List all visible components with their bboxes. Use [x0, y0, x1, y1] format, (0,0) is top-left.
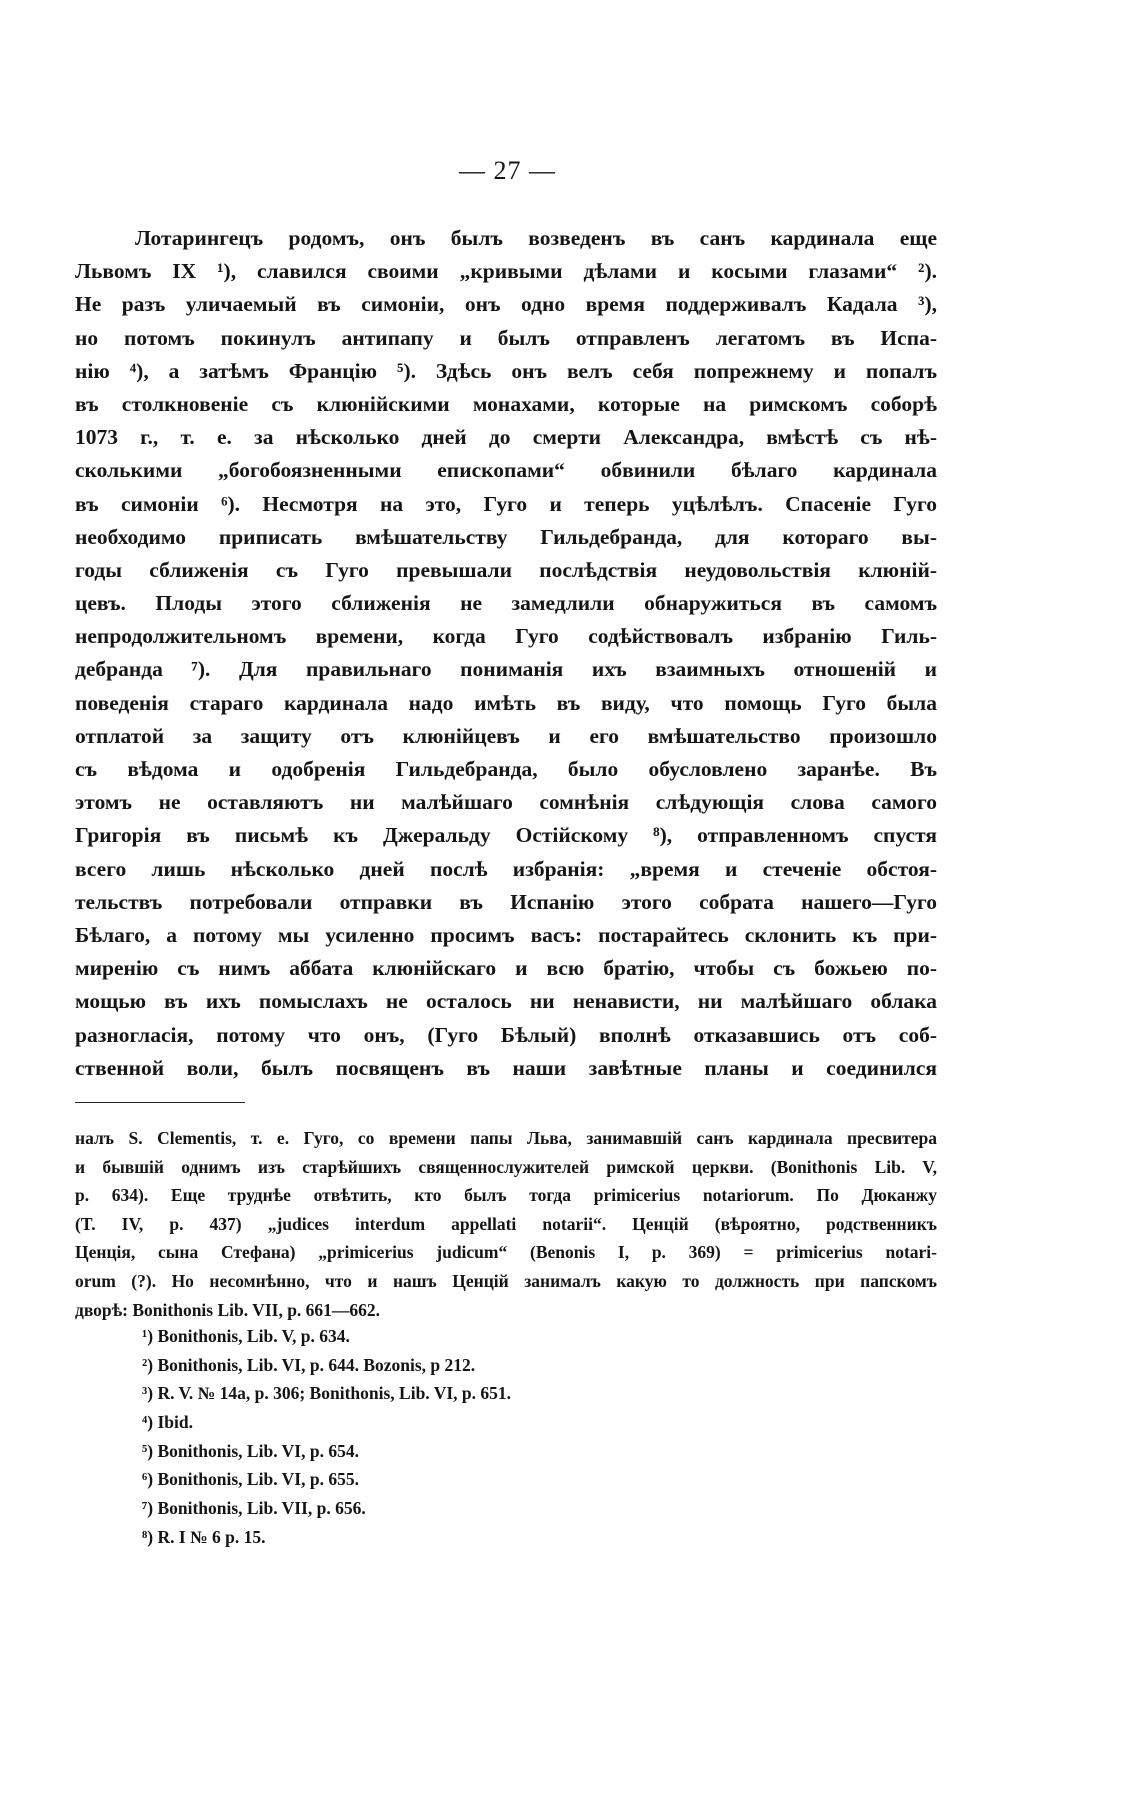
text-line: въ столкновеніе съ клюнійскими монахами, которые на римскомъ соборѣ [75, 391, 937, 416]
footnote-line: дворѣ: Bonithonis Lib. VII, p. 661—662. [75, 1299, 381, 1320]
page-number: — 27 — [459, 156, 556, 185]
text-line: въ симоніи ⁶). Несмотря на это, Гуго и теперь уцѣлѣлъ. Спасеніе Гуго [75, 491, 937, 516]
footnote-line: налъ S. Clementis, т. е. Гуго, со времени папы Льва, занимавшій санъ кардинала пресвитера [75, 1128, 937, 1148]
text-line: отплатой за защиту отъ клюнійцевъ и его вмѣшательство произошло [75, 723, 937, 748]
text-line: но потомъ покинулъ антипапу и былъ отправленъ легатомъ въ Испа- [75, 325, 937, 350]
text-line: непродолжительномъ времени, когда Гуго содѣйствовалъ избранію Гиль- [75, 624, 937, 649]
text-line: Бѣлаго, а потому мы усиленно просимъ васъ: постарайтесь склонить къ при- [75, 922, 937, 947]
footnote-item: ²) Bonithonis, Lib. VI, p. 644. Bozonis, p 212. [142, 1354, 476, 1375]
footnote-continuation [75, 1124, 937, 1324]
footnote-item: ⁸) R. I № 6 p. 15. [142, 1526, 266, 1547]
text-line: поведенія стараго кардинала надо имѣть въ виду, что помощь Гуго была [75, 690, 937, 715]
text-line: съ вѣдома и одобренія Гильдебранда, было обусловлено заранѣе. Въ [75, 757, 937, 781]
footnote-item: ⁴) Ibid. [142, 1412, 193, 1433]
text-line: тельствъ потребовали отправки въ Испанію этого собрата нашего—Гуго [75, 889, 937, 914]
text-line: этомъ не оставляютъ ни малѣйшаго сомнѣнія слѣдующія слова самого [75, 790, 937, 815]
footnote-line: Ценція, сына Стефана) „primicerius judicum“ (Benonis I, p. 369) = primicerius notari- [75, 1242, 937, 1263]
footnote-item: ⁶) Bonithonis, Lib. VI, p. 655. [142, 1469, 359, 1490]
text-line: разногласія, потому что онъ, (Гуго Бѣлый) вполнѣ отказавшись отъ соб- [75, 1022, 937, 1047]
text-line: годы сближенія съ Гуго превышали послѣдствія неудовольствія клюній- [75, 557, 937, 582]
text-line: Львомъ IX ¹), славился своими „кривыми дѣлами и косыми глазами“ ²). [75, 259, 937, 284]
text-line: Не разъ уличаемый въ симоніи, онъ одно время поддерживалъ Кадала ³), [75, 292, 937, 317]
text-line: ственной воли, былъ посвященъ въ наши завѣтные планы и соединился [75, 1055, 937, 1080]
text-line: Григорія въ письмѣ къ Джеральду Остійскому ⁸), отправленномъ спустя [75, 823, 937, 848]
text-line: цевъ. Плоды этого сближенія не замедлили обнаружиться въ самомъ [75, 591, 937, 616]
text-line: Лотарингецъ родомъ, онъ былъ возведенъ въ санъ кардинала еще [135, 226, 937, 250]
footnote-line: (T. IV, p. 437) „judices interdum appellati notarii“. Ценцій (вѣроятно, родственникъ [75, 1213, 937, 1234]
footnote-line: orum (?). Но несомнѣнно, что и нашъ Ценцій занималъ какую то должность при папскомъ [75, 1270, 937, 1291]
footnote-item: ⁵) Bonithonis, Lib. VI, p. 654. [142, 1440, 359, 1461]
footnote-item: ⁷) Bonithonis, Lib. VII, p. 656. [142, 1498, 366, 1519]
footnote-list [142, 1322, 742, 1552]
text-line: необходимо приписать вмѣшательству Гильдебранда, для котораго вы- [75, 524, 937, 549]
text-line: 1073 г., т. е. за нѣсколько дней до смерти Александра, вмѣстѣ съ нѣ- [75, 425, 937, 450]
footnote-divider [75, 1102, 245, 1103]
main-text [75, 222, 937, 1085]
text-line: сколькими „богобоязненными епископами“ обвинили бѣлаго кардинала [75, 458, 937, 483]
footnote-item: ³) R. V. № 14a, p. 306; Bonithonis, Lib. VI, p. 651. [142, 1383, 512, 1404]
footnote-item: ¹) Bonithonis, Lib. V, p. 634. [142, 1326, 350, 1346]
text-line: нію ⁴), а затѣмъ Францію ⁵). Здѣсь онъ велъ себя попрежнему и попалъ [75, 358, 937, 383]
footnote-line: p. 634). Еще труднѣе отвѣтить, кто былъ тогда primicerius notariorum. По Дюканжу [75, 1185, 937, 1206]
text-line: дебранда ⁷). Для правильнаго пониманія ихъ взаимныхъ отношеній и [75, 657, 937, 682]
text-line: миренію съ нимъ аббата клюнійскаго и всю братію, чтобы съ божьею по- [75, 956, 937, 981]
text-line: всего лишь нѣсколько дней послѣ избранія: „время и стеченіе обстоя- [75, 856, 937, 881]
footnote-line: и бывшій однимъ изъ старѣйшихъ священнослужителей римской церкви. (Bonithonis Lib. V, [75, 1156, 937, 1177]
text-line: мощью въ ихъ помыслахъ не осталось ни ненависти, ни малѣйшаго облака [75, 989, 937, 1014]
